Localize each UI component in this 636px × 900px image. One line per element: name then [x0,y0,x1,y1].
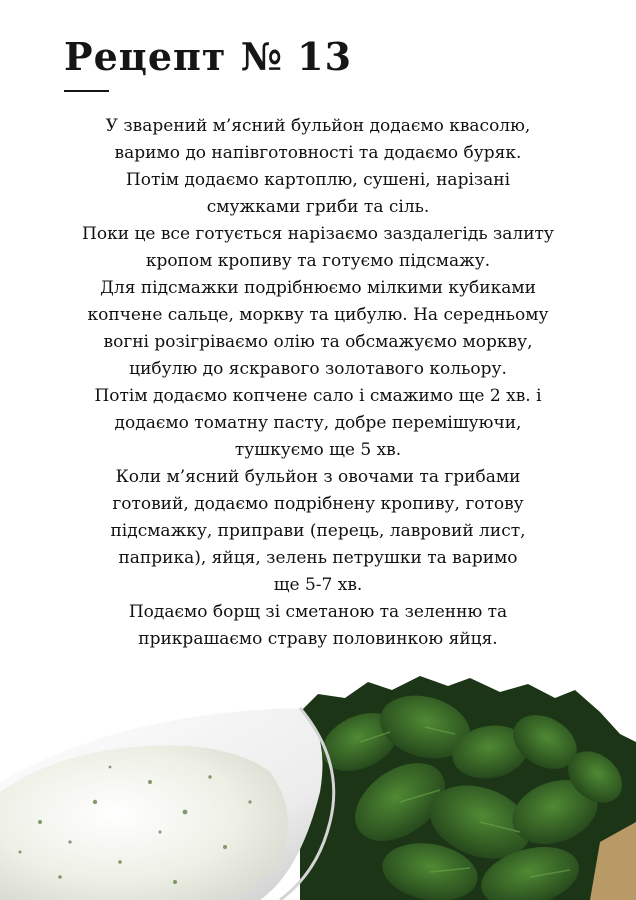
title-underline [64,90,109,92]
recipe-line: кропом кропиву та готуємо підсмажу. [145,251,491,271]
recipe-line: У зварений м’ясний бульйон додаємо квасолю, [105,116,531,136]
recipe-line: смужками гриби та сіль. [206,197,430,217]
recipe-line: цибулю до яскравого золотавого кольору. [129,359,507,379]
recipe-line: Подаємо борщ зі сметаною та зеленню та [128,602,508,622]
recipe-line: ще 5-7 хв. [273,575,363,595]
recipe-line: Поки це все готується нарізаємо заздалегідь залиту [82,224,554,244]
recipe-line: додаємо томатну пасту, добре перемішуючи, [114,413,522,433]
recipe-line: паприка), яйця, зелень петрушки та варимо [118,548,518,568]
recipe-line: Коли м’ясний бульйон з овочами та грибами [115,467,521,487]
sour-cream-sauce [0,746,288,900]
recipe-line: Для підсмажки подрібнюємо мілкими кубиками [100,278,536,298]
recipe-line: вогні розігріваємо олію та обсмажуємо моркву, [103,332,533,352]
recipe-line: підсмажку, приправи (перець, лавровий лист, [110,521,526,541]
recipe-body [40,113,596,653]
recipe-line: Потім додаємо картоплю, сушені, нарізані [125,170,511,190]
recipe-line: Потім додаємо копчене сало і смажимо ще 2 хв. і [94,386,542,406]
recipe-line: готовий, додаємо подрібнену кропиву, готову [112,494,524,514]
recipe-line: копчене сальце, моркву та цибулю. На середньому [87,305,549,325]
recipe-line: варимо до напівготовності та додаємо буряк. [114,143,522,163]
food-photo [0,672,636,900]
recipe-line: тушкуємо ще 5 хв. [234,440,402,460]
recipe-line: прикрашаємо страву половинкою яйця. [138,629,498,649]
recipe-title: Рецепт № 13 [64,34,353,79]
